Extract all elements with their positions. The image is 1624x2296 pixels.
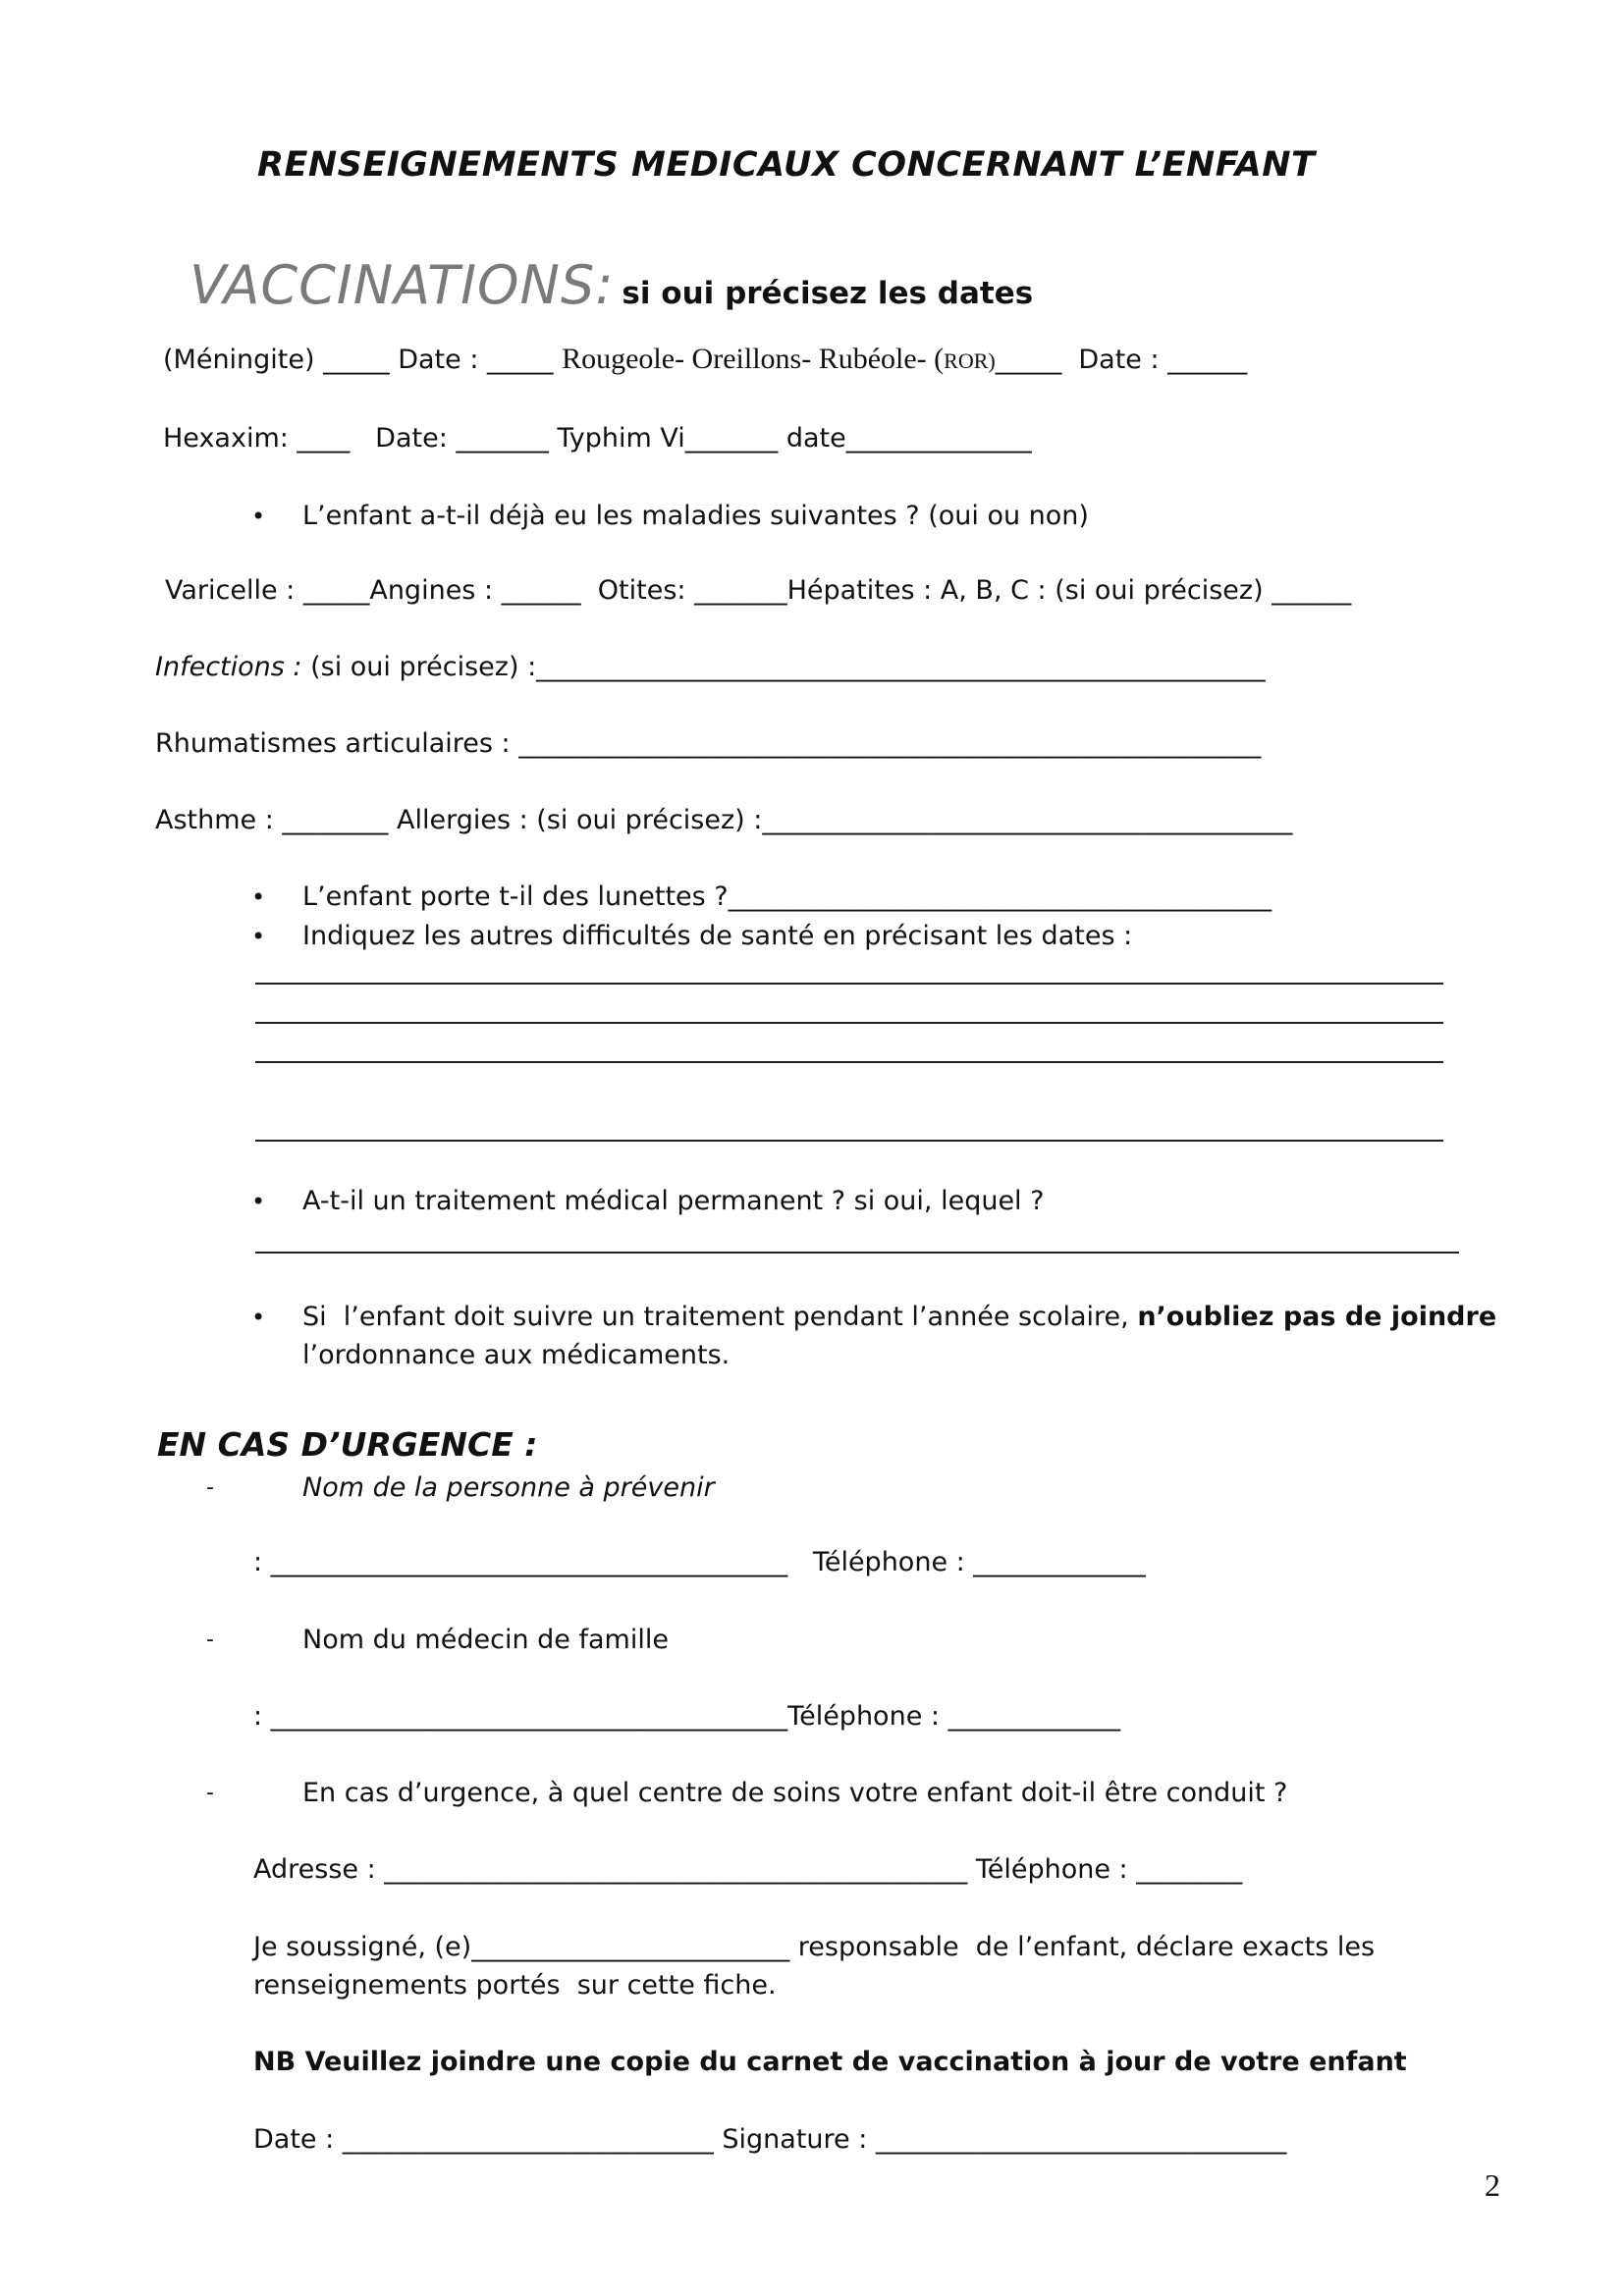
lunettes-line[interactable]: L’enfant porte t-il des lunettes ?_________________________________________ [302,881,1272,912]
centre-label: En cas d’urgence, à quel centre de soins votre enfant doit-il être conduit ? [302,1778,1288,1808]
page-title: RENSEIGNEMENTS MEDICAUX CONCERNANT L’ENFANT [257,145,1316,185]
ror-abbrev: ROR) [944,348,996,373]
vaccinations-heading [180,236,1033,316]
diseases-question: L’enfant a-t-il déjà eu les maladies suivantes ? (oui ou non) [302,501,1089,531]
answer-line[interactable] [255,1140,1443,1142]
page-number: 2 [1485,2167,1500,2203]
diseases-line[interactable]: Varicelle : _____Angines : ______ Otites: _______Hépatites : A, B, C : (si oui précisez) ______ [165,575,1352,606]
vaccinations-subtitle: si oui précisez les dates [622,276,1034,311]
bullet-icon: • [251,503,266,530]
bullet-icon: • [251,923,266,950]
adresse-line[interactable]: Adresse : ____________________________________________ Téléphone : ________ [253,1854,1243,1885]
bullet-icon: • [251,1304,266,1331]
ror-date-field[interactable]: _____ Date : ______ [995,345,1248,375]
infections-label: Infections : [155,652,302,682]
scolaire-bold-text: n’oubliez pas de joindre [1137,1302,1497,1332]
soussigne-line-1[interactable]: Je soussigné, (e)________________________ responsable de l’enfant, déclare exacts les [253,1932,1376,1962]
personne-label: Nom de la personne à prévenir [302,1472,715,1503]
traitement-label: A-t-il un traitement médical permanent ? si oui, lequel ? [302,1186,1045,1216]
rhumatismes-line[interactable]: Rhumatismes articulaires : ________________________________________________________ [155,728,1262,759]
vaccine-line-1 [163,343,1247,378]
answer-line[interactable] [255,1022,1443,1024]
answer-line[interactable] [255,1252,1459,1254]
infections-field[interactable]: (si oui précisez) :_______________________________________________________ [301,652,1266,682]
date-signature-line[interactable]: Date : ____________________________ Signature : _______________________________ [253,2124,1287,2155]
nb-note: NB Veuillez joindre une copie du carnet de vaccination à jour de votre enfant [253,2047,1407,2077]
scolaire-line-2: l’ordonnance aux médicaments. [302,1340,731,1370]
ror-label: Rougeole- Oreillons- Rubéole- ( [562,343,945,375]
medecin-label: Nom du médecin de famille [302,1625,669,1655]
urgence-heading: EN CAS D’URGENCE : [157,1425,538,1464]
difficultes-label: Indiquez les autres difficultés de santé en précisant les dates : [302,921,1133,951]
bullet-icon: • [251,883,266,911]
asthme-allergies-line[interactable]: Asthme : ________ Allergies : (si oui précisez) :________________________________________ [155,805,1293,835]
dash-marker: - [206,1628,214,1652]
dash-marker: - [206,1475,214,1500]
scolaire-line-1 [302,1301,1496,1334]
meningite-field[interactable]: (Méningite) _____ Date : _____ [163,345,563,375]
infections-line[interactable] [155,651,1266,684]
scolaire-text: Si l’enfant doit suivre un traitement pendant l’année scolaire, [302,1302,1138,1332]
medecin-line[interactable]: : _______________________________________Téléphone : _____________ [253,1701,1121,1732]
vaccinations-title: VACCINATIONS: [189,254,615,316]
answer-line[interactable] [255,983,1443,985]
dash-marker: - [206,1781,214,1805]
soussigne-line-2: renseignements portés sur cette fiche. [253,1970,777,2001]
vaccine-line-2[interactable]: Hexaxim: ____ Date: _______ Typhim Vi_______ date______________ [163,423,1032,454]
answer-line[interactable] [255,1061,1443,1063]
personne-line[interactable]: : _______________________________________ Téléphone : _____________ [253,1547,1146,1577]
bullet-icon: • [251,1188,266,1215]
